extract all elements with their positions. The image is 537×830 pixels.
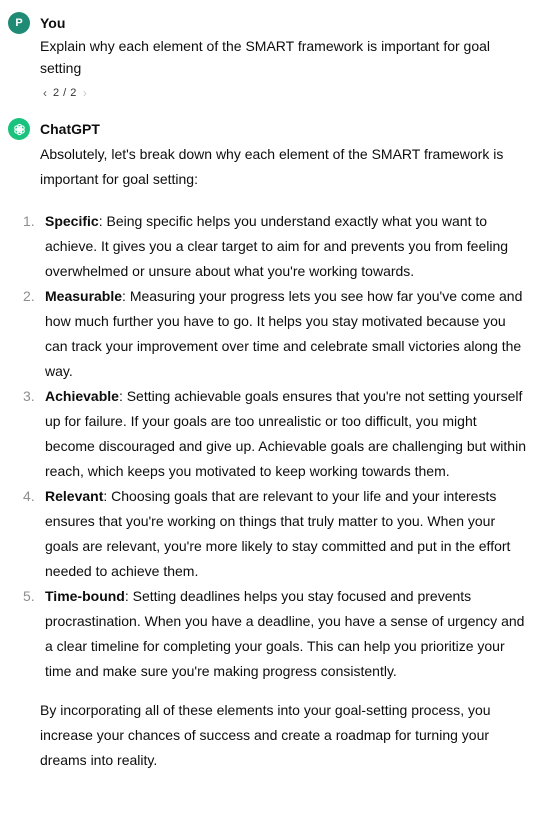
list-item-text: : Being specific helps you understand exactly what you want to achieve. It gives you a clear target to aim for and prevents you from feeling overwhelmed or unsure about what you're working towards. (45, 213, 509, 279)
user-message-text: Explain why each element of the SMART framework is important for goal setting (40, 38, 491, 76)
list-item-text: : Setting deadlines helps you stay focused and prevents procrastination. When you have a deadline, you have a sense of urgency and a clear timeline for completing your goals. This can help you prioritize your time and make sure you're making progress consistently. (45, 588, 525, 679)
user-avatar-letter: P (15, 17, 23, 29)
assistant-intro: Absolutely, let's break down why each element of the SMART framework is important for goal setting: (40, 146, 504, 187)
list-item-text: : Measuring your progress lets you see how far you've come and how much further you have to go. It helps you stay motivated because you can track your improvement over time and celebrate small victories along the way. (45, 288, 523, 379)
list-item-number: 3. (23, 388, 35, 404)
list-item-term: Achievable (45, 388, 119, 404)
list-item-text: : Setting achievable goals ensures that you're not setting yourself up for failure. If your goals are too unrealistic or too difficult, you might become discouraged and give up. Achievable goals are challenging but within reach, which keeps you motivated to keep working towards them. (45, 388, 526, 479)
list-item-number: 2. (23, 288, 35, 304)
user-message-header (8, 12, 529, 34)
assistant-outro: By incorporating all of these elements into your goal-setting process, you increase your chances of success and create a roadmap for turning your dreams into reality. (40, 702, 491, 768)
list-item (23, 284, 529, 384)
list-item (23, 384, 529, 484)
response-pager (40, 83, 529, 103)
list-item-term: Specific (45, 213, 99, 229)
smart-list (23, 209, 529, 684)
assistant-message (8, 118, 529, 773)
user-message (8, 12, 529, 103)
list-item-term: Time-bound (45, 588, 125, 604)
list-item (23, 209, 529, 284)
list-item-term: Measurable (45, 288, 123, 304)
chevron-right-icon[interactable]: › (82, 85, 87, 100)
list-item (23, 484, 529, 584)
list-item-number: 5. (23, 588, 35, 604)
list-item-text: : Choosing goals that are relevant to your life and your interests ensures that you're working on things that truly matter to you. When your goals are relevant, you're more likely to stay committed and put in the effort needed to achieve them. (45, 488, 511, 579)
user-author-name: You (40, 15, 66, 31)
list-item-term: Relevant (45, 488, 104, 504)
pager-count: 2 / 2 (53, 86, 77, 99)
list-item (23, 584, 529, 684)
chevron-left-icon[interactable]: ‹ (43, 85, 47, 100)
user-avatar (8, 12, 30, 34)
assistant-author-name: ChatGPT (40, 121, 100, 137)
assistant-message-header (8, 118, 529, 140)
list-item-number: 4. (23, 488, 35, 504)
assistant-message-body (23, 142, 529, 773)
chatgpt-logo-icon (8, 118, 30, 140)
list-item-number: 1. (23, 213, 35, 229)
